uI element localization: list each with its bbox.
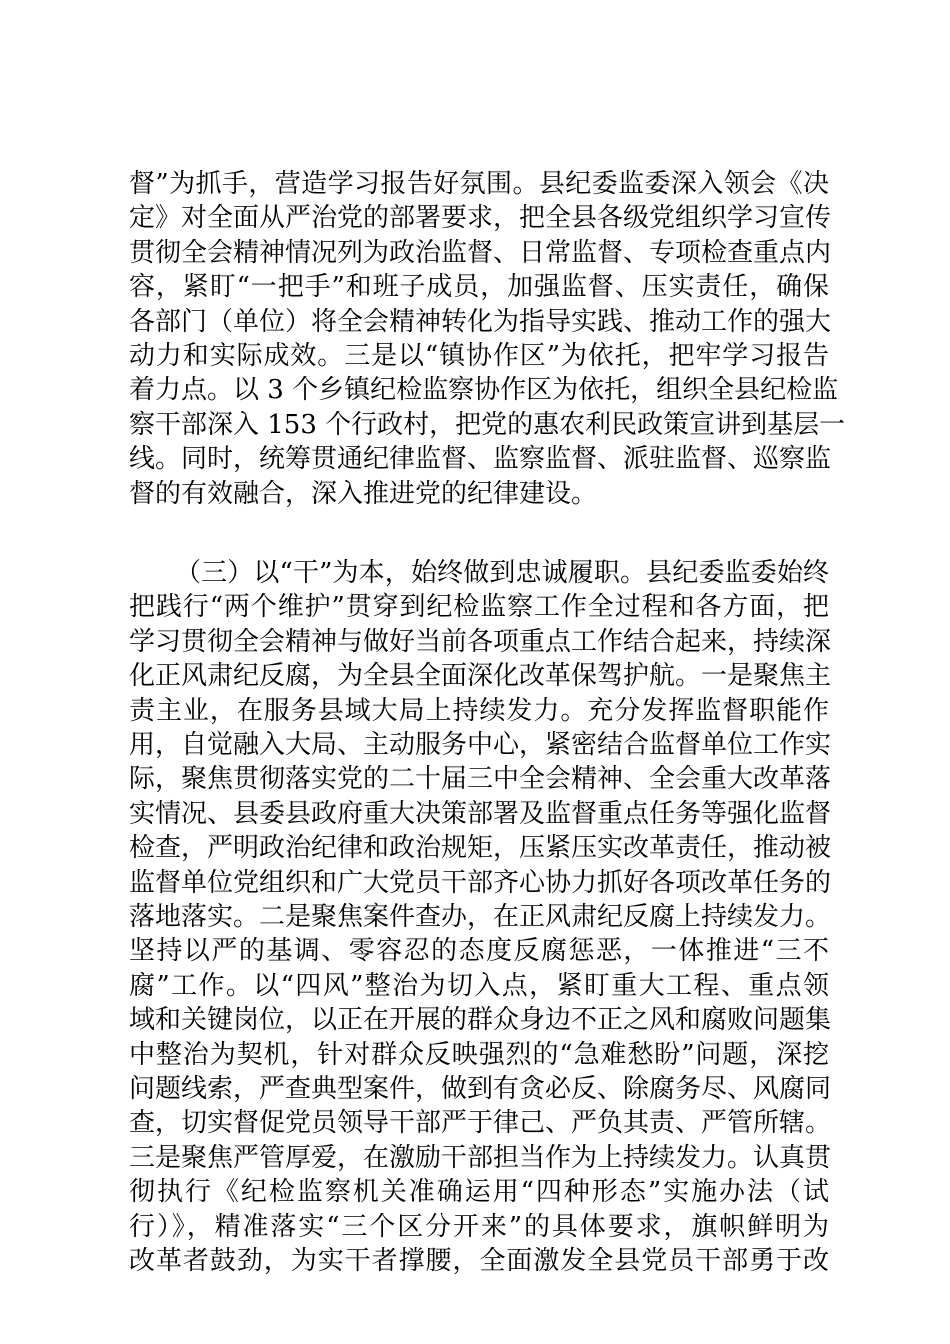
text-line: 贯彻全会精神情况列为政治监督、日常监督、专项检查重点内	[129, 238, 832, 268]
text-line: 问题线索，严查典型案件，做到有贪必反、除腐务尽、风腐同	[129, 1074, 832, 1104]
text-line: 行）》，精准落实“三个区分开来”的具体要求，旗帜鲜明为	[129, 1212, 829, 1242]
text-line: 察干部深入 153 个行政村，把党的惠农利民政策宣讲到基层一	[129, 410, 846, 440]
text-line: 坚持以严的基调、零容忍的态度反腐惩恶，一体推进“三不	[129, 936, 829, 966]
text-line: 域和关键岗位，以正在开展的群众身边不正之风和腐败问题集	[129, 1005, 832, 1035]
text-line: 际，聚焦贯彻落实党的二十届三中全会精神、全会重大改革落	[129, 764, 832, 794]
text-line: 着力点。以 3 个乡镇纪检监察协作区为依托，组织全县纪检监	[129, 375, 839, 405]
paragraph-heading-line: （三）以“干”为本，始终做到忠诚履职。县纪委监委始终	[175, 558, 829, 588]
text-line: 定》对全面从严治党的部署要求，把全县各级党组织学习宣传	[129, 203, 832, 233]
text-line: 各部门（单位）将全会精神转化为指导实践、推动工作的强大	[129, 307, 832, 337]
text-line: 落地落实。二是聚焦案件查办，在正风肃纪反腐上持续发力。	[129, 902, 832, 932]
text-line: 改革者鼓劲，为实干者撑腰，全面激发全县党员干部勇于改	[129, 1246, 829, 1276]
text-line: 督的有效融合，深入推进党的纪律建设。	[129, 479, 598, 509]
text-line: 容，紧盯“一把手”和班子成员，加强监督、压实责任，确保	[129, 272, 829, 302]
text-line: 监督单位党组织和广大党员干部齐心协力抓好各项改革任务的	[129, 868, 832, 898]
text-line: 实情况、县委县政府重大决策部署及监督重点任务等强化监督	[129, 799, 832, 829]
text-line: 检查，严明政治纪律和政治规矩，压紧压实改革责任，推动被	[129, 833, 832, 863]
text-line: 化正风肃纪反腐，为全县全面深化改革保驾护航。一是聚焦主	[129, 661, 832, 691]
text-line: 三是聚焦严管厚爱，在激励干部担当作为上持续发力。认真贯	[129, 1143, 832, 1173]
text-line: 责主业，在服务县域大局上持续发力。充分发挥监督职能作	[129, 696, 829, 726]
text-line: 腐”工作。以“四风”整治为切入点，紧盯重大工程、重点领	[129, 971, 829, 1001]
text-line: 动力和实际成效。三是以“镇协作区”为依托，把牢学习报告	[129, 341, 829, 371]
text-line: 学习贯彻全会精神与做好当前各项重点工作结合起来，持续深	[129, 627, 832, 657]
text-line: 查，切实督促党员领导干部严于律己、严负其责、严管所辖。	[129, 1108, 832, 1138]
text-line: 彻执行《纪检监察机关准确运用“四种形态”实施办法（试	[129, 1177, 829, 1207]
text-line: 中整治为契机，针对群众反映强烈的“急难愁盼”问题，深挖	[129, 1040, 829, 1070]
text-line: 督”为抓手，营造学习报告好氛围。县纪委监委深入领会《决	[129, 169, 829, 199]
text-line: 线。同时，统筹贯通纪律监督、监察监督、派驻监督、巡察监	[129, 444, 832, 474]
text-line: 把践行“两个维护”贯穿到纪检监察工作全过程和各方面，把	[129, 592, 829, 622]
text-line: 用，自觉融入大局、主动服务中心，紧密结合监督单位工作实	[129, 730, 832, 760]
